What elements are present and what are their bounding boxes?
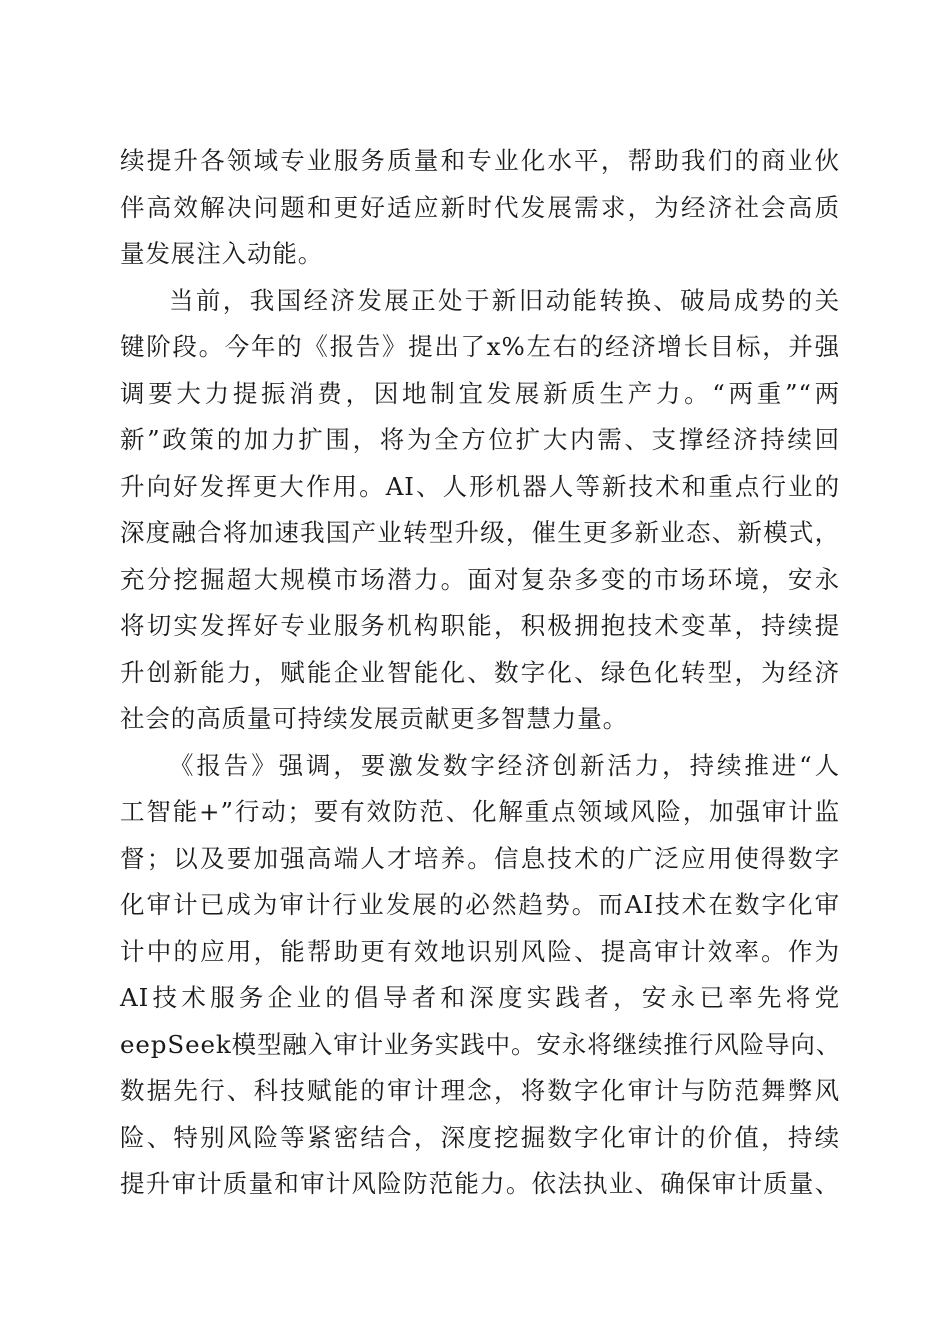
- text-line: 充分挖掘超大规模市场潜力。面对复杂多变的市场环境，安永: [120, 564, 840, 594]
- text-line: 升向好发挥更大作用。AI、人形机器人等新技术和重点行业的: [120, 471, 840, 501]
- text-line: 工智能+”行动；要有效防范、化解重点领域风险，加强审计监: [120, 797, 840, 826]
- text-line: 深度融合将加速我国产业转型升级，催生更多新业态、新模式，: [120, 518, 840, 547]
- text-line: 键阶段。今年的《报告》提出了x%左右的经济增长目标，并强: [120, 332, 840, 361]
- text-line: AI技术服务企业的倡导者和深度实践者，安永已率先将党: [120, 983, 840, 1012]
- text-line: 社会的高质量可持续发展贡献更多智慧力量。: [120, 704, 628, 733]
- text-line: 《报告》强调，要激发数字经济创新活力，持续推进“人: [169, 750, 840, 780]
- text-line: 督；以及要加强高端人才培养。信息技术的广泛应用使得数字: [120, 843, 840, 873]
- text-line: 调要大力提振消费，因地制宜发展新质生产力。“两重”“两: [120, 378, 840, 408]
- text-line: 将切实发挥好专业服务机构职能，积极拥抱技术变革，持续提: [120, 611, 840, 640]
- document-body: [120, 138, 840, 1208]
- text-line: 当前，我国经济发展正处于新旧动能转换、破局成势的关: [169, 285, 840, 315]
- text-line: 数据先行、科技赋能的审计理念，将数字化审计与防范舞弊风: [120, 1076, 840, 1105]
- text-line: 计中的应用，能帮助更有效地识别风险、提高审计效率。作为: [120, 936, 840, 966]
- text-line: 险、特别风险等紧密结合，深度挖掘数字化审计的价值，持续: [120, 1122, 840, 1152]
- text-line: 新”政策的加力扩围，将为全方位扩大内需、支撑经济持续回: [120, 425, 840, 454]
- text-line: 伴高效解决问题和更好适应新时代发展需求，为经济社会高质: [120, 192, 840, 222]
- text-line: 续提升各领域专业服务质量和专业化水平，帮助我们的商业伙: [120, 146, 840, 175]
- text-line: 量发展注入动能。: [120, 239, 324, 268]
- text-line: 升创新能力，赋能企业智能化、数字化、绿色化转型，为经济: [120, 657, 840, 687]
- text-line: eepSeek模型融入审计业务实践中。安永将继续推行风险导向、: [120, 1029, 842, 1059]
- paragraph-1: [120, 138, 840, 278]
- text-line: 化审计已成为审计行业发展的必然趋势。而AI技术在数字化审: [120, 890, 840, 919]
- paragraph-2: [120, 278, 840, 743]
- paragraph-3: [120, 743, 840, 1208]
- text-line: 提升审计质量和审计风险防范能力。依法执业、确保审计质量、: [120, 1169, 840, 1198]
